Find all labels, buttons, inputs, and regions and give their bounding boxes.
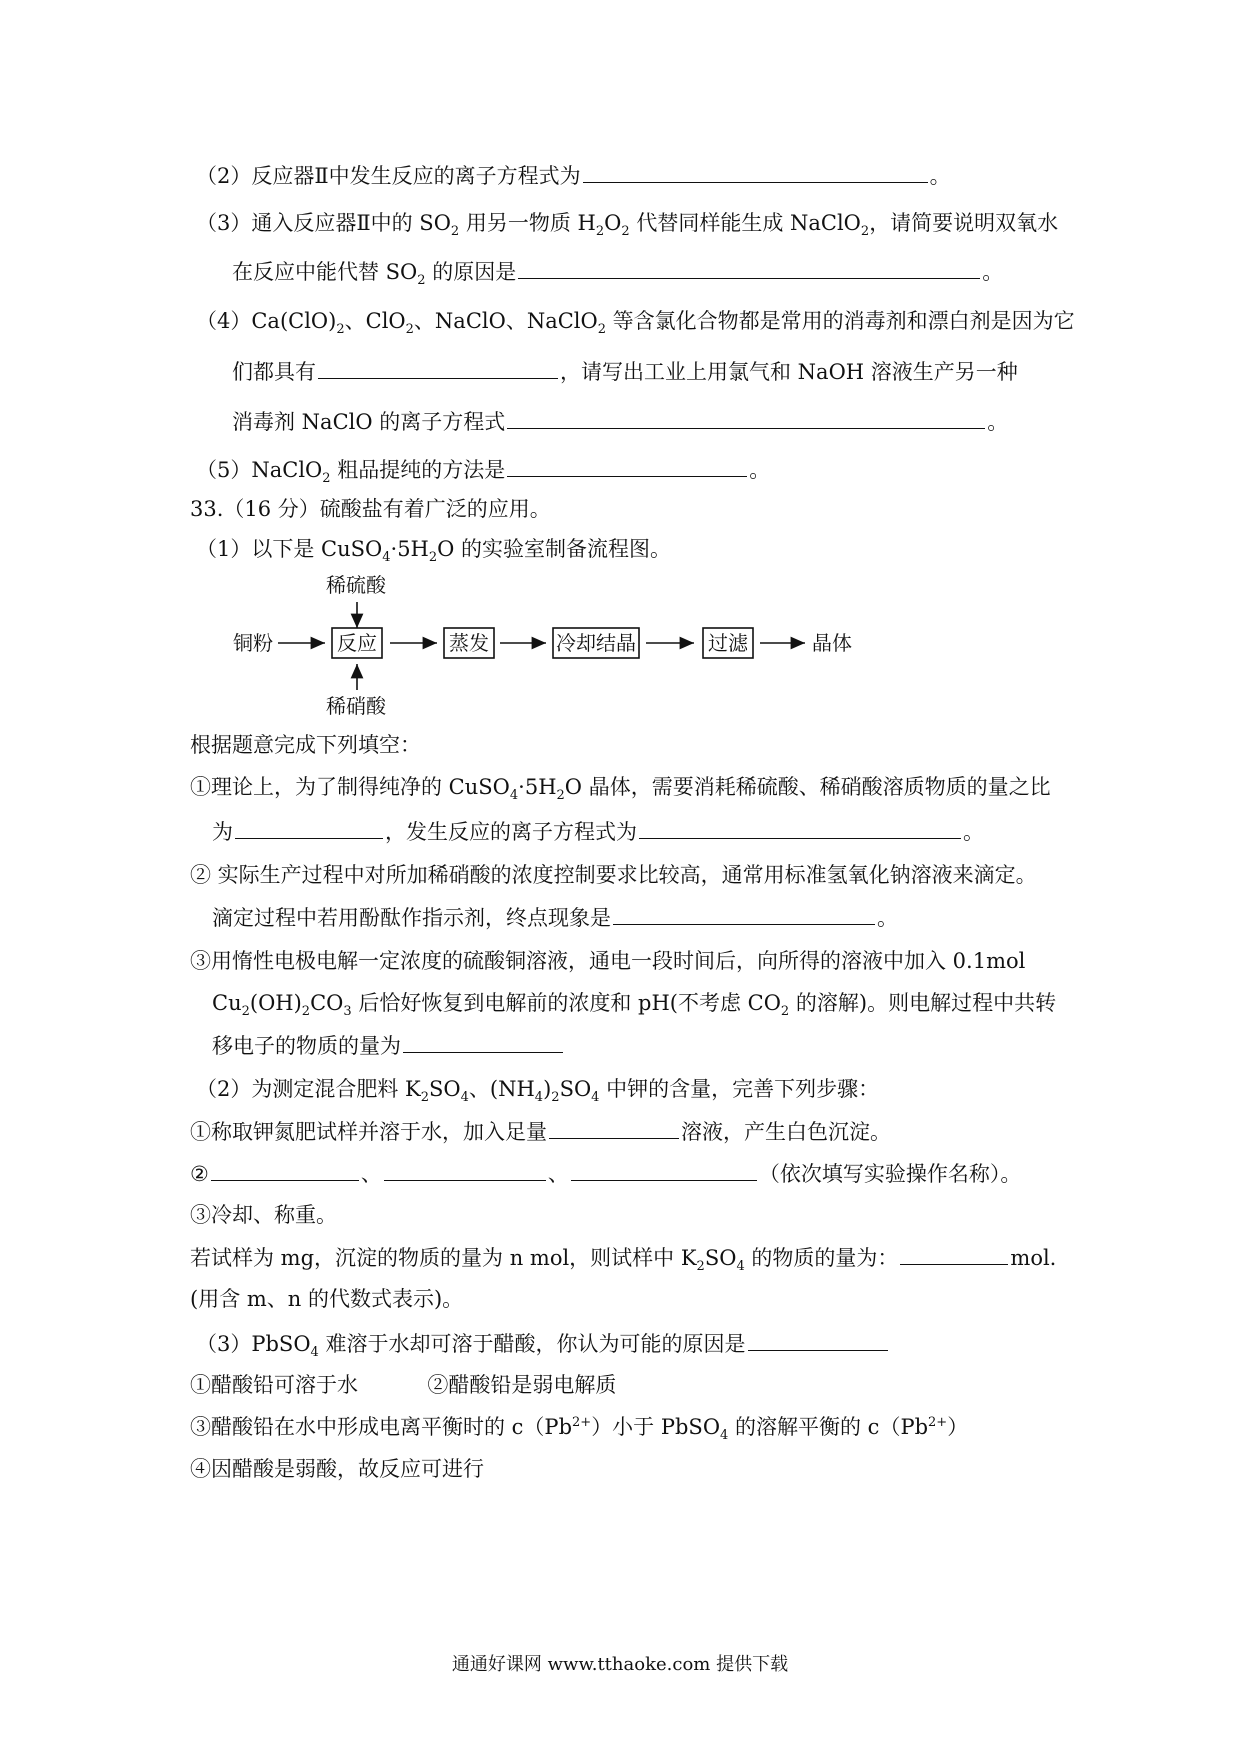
- q33-part1-text-a: （1）以下是 CuSO: [196, 537, 383, 561]
- q33-part2-step1-text-a: ①称取钾氮肥试样并溶于水，加入足量: [190, 1120, 547, 1144]
- q32-part5-end: 。: [749, 458, 771, 482]
- subscript: 2: [595, 224, 605, 240]
- q33-part1-text-c: O 的实验室制备流程图。: [437, 537, 672, 561]
- q33-s1-equation-blank[interactable]: [639, 816, 961, 839]
- q33-s3-line2: [212, 988, 1056, 1018]
- subscript: 4: [460, 1090, 469, 1106]
- q33-title-text: 33.（16 分）硫酸盐有着广泛的应用。: [190, 497, 551, 521]
- q32-part3-line1: [196, 208, 1058, 238]
- subscript: 2: [428, 550, 438, 566]
- q32-part4-line2-text-b: ，请写出工业上用氯气和 NaOH 溶液生产另一种: [560, 360, 1018, 384]
- q33-part2-amount-blank[interactable]: [900, 1242, 1008, 1265]
- q33-title: [190, 494, 551, 524]
- q33-s2-end: 。: [877, 906, 898, 930]
- subscript: 2: [551, 1090, 560, 1106]
- flow-end: 晶体: [812, 631, 852, 655]
- q33-part2-result-text-a: 若试样为 mg，沉淀的物质的量为 n mol，则试样中 K: [190, 1246, 697, 1270]
- q32-part3-line2-text-a: 在反应中能代替 SO: [232, 260, 418, 284]
- subscript: 2: [420, 1090, 430, 1106]
- q33-part3-option-3-text-c: 的溶解平衡的 c（Pb: [728, 1415, 929, 1439]
- q32-part3-text-b: 用另一物质 H: [459, 211, 596, 235]
- q33-s3-text: ③用惰性电极电解一定浓度的硫酸铜溶液，通电一段时间后，向所得的溶液中加入 0.1mol: [190, 949, 1026, 973]
- q33-part2-op-blank-2[interactable]: [384, 1158, 546, 1181]
- subscript: 2: [336, 322, 345, 338]
- q33-part2-step1-text-b: 溶液，产生白色沉淀。: [681, 1120, 891, 1144]
- q33-s3-line3-text: 移电子的物质的量为: [212, 1034, 401, 1058]
- separator: 、: [547, 1162, 569, 1186]
- q33-part2-result-line1: [190, 1242, 1056, 1273]
- q33-part1-line: [196, 534, 671, 564]
- q33-s3-line2-text-c: CO: [310, 991, 344, 1015]
- q32-part4-line3: [232, 406, 1008, 437]
- q33-part3-options-row1: [190, 1370, 616, 1400]
- footer-text: 通通好课网 www.tthaoke.com 提供下载: [451, 1654, 789, 1675]
- subscript: 2: [780, 1004, 790, 1020]
- q33-s1-line2-text-a: 为: [212, 820, 233, 844]
- q33-part3-option-4-text: ④因醋酸是弱酸，故反应可进行: [190, 1457, 484, 1481]
- subscript: 2: [860, 224, 870, 240]
- q33-part2-result-text-b: SO: [704, 1246, 737, 1270]
- q32-part4-line2-text-a: 们都具有: [232, 360, 316, 384]
- q32-part3-line2-text-b: 的原因是: [425, 260, 517, 284]
- q33-part3-line: [196, 1328, 890, 1359]
- q33-fill-intro-text: 根据题意完成下列填空：: [190, 733, 421, 757]
- q33-s2-line2: [212, 902, 898, 933]
- subscript: 2: [621, 224, 630, 240]
- subscript: 2: [450, 224, 460, 240]
- q33-s3-line2-text-a: Cu: [212, 991, 242, 1015]
- separator: 、: [360, 1162, 382, 1186]
- subscript: 4: [509, 788, 519, 804]
- q33-s3-line1: [190, 946, 1025, 976]
- superscript: 2+: [572, 1415, 592, 1430]
- flow-step-3: 冷却结晶: [556, 631, 636, 655]
- q33-s1-text-b: ·5H: [518, 775, 557, 799]
- q33-s2-line2-text: 滴定过程中若用酚酞作指示剂，终点现象是: [212, 906, 611, 930]
- q33-s3-electron-blank[interactable]: [403, 1030, 563, 1053]
- q33-part2-text-e: SO: [559, 1077, 592, 1101]
- subscript: 2: [696, 1259, 705, 1275]
- q33-s3-line2-text-d: 后恰好恢复到电解前的浓度和 pH(不考虑 CO: [351, 991, 781, 1015]
- flow-step-4: 过滤: [708, 631, 748, 655]
- q33-part2-text-a: （2）为测定混合肥料 K: [196, 1077, 421, 1101]
- q33-s2-endpoint-blank[interactable]: [613, 902, 875, 925]
- flow-bottom-reagent: 稀硝酸: [326, 694, 386, 718]
- q32-part3-end: 。: [982, 260, 1004, 284]
- q33-part2-reagent-blank[interactable]: [549, 1116, 679, 1139]
- q32-part2-text: （2）反应器Ⅱ中发生反应的离子方程式为: [196, 164, 581, 188]
- flow-step-1: 反应: [337, 631, 377, 655]
- q32-part5-line: [196, 454, 770, 485]
- q32-part4-text-b: 、ClO: [344, 309, 406, 333]
- q32-part5-text-a: （5）NaClO: [196, 458, 323, 482]
- q32-part4-answer-blank-1[interactable]: [318, 356, 558, 379]
- q33-part2-text-f: 中钾的含量，完善下列步骤：: [599, 1077, 880, 1101]
- q33-part3-option-4: [190, 1454, 484, 1484]
- q33-part3-text-b: 难溶于水却可溶于醋酸，你认为可能的原因是: [318, 1332, 746, 1356]
- q33-s3-line3: [212, 1030, 565, 1061]
- q33-part3-option-3-text-b: ）小于 PbSO: [591, 1415, 721, 1439]
- q33-part3-option-3-text-d: ）: [947, 1415, 969, 1439]
- q33-part2-step3: [190, 1200, 337, 1230]
- subscript: 2: [556, 788, 565, 804]
- q33-part2-step2-text: （依次填写实验操作名称）。: [758, 1162, 1022, 1186]
- q32-part4-line2: [232, 356, 1018, 387]
- q32-part4-line1: [196, 306, 1075, 336]
- q33-part2-op-blank-3[interactable]: [571, 1158, 757, 1181]
- q32-part4-end: 。: [987, 410, 1009, 434]
- q33-fill-intro: [190, 730, 421, 760]
- q33-part2-line1: [196, 1074, 879, 1104]
- q32-part3-text-c: 代替同样能生成 NaClO: [629, 211, 861, 235]
- subscript: 2: [241, 1004, 250, 1020]
- q32-part3-text-d: ，请简要说明双氧水: [869, 211, 1059, 235]
- q32-part3-text-a: （3）通入反应器Ⅱ中的 SO: [196, 211, 451, 235]
- q32-part2-answer-blank[interactable]: [583, 160, 928, 183]
- page-footer: [0, 1652, 1240, 1678]
- q32-part3-line2: [232, 256, 1003, 287]
- q33-s1-text-a: ①理论上，为了制得纯净的 CuSO: [190, 775, 510, 799]
- q33-s1-line1: [190, 772, 1051, 802]
- q33-part3-option-3-text-a: ③醋酸铅在水中形成电离平衡时的 c（Pb: [190, 1415, 573, 1439]
- q33-part2-unit: mol.: [1010, 1246, 1057, 1270]
- subscript: 2: [322, 471, 331, 487]
- subscript: 2: [417, 273, 426, 289]
- q33-part2-result-note: (用含 m、n 的代数式表示)。: [190, 1287, 464, 1311]
- flow-step-2: 蒸发: [449, 631, 489, 655]
- q33-part2-step3-text: ③冷却、称重。: [190, 1203, 337, 1227]
- subscript: 4: [591, 1090, 600, 1106]
- subscript: 4: [720, 1428, 729, 1444]
- subscript: 4: [534, 1090, 544, 1106]
- q33-s3-line2-text-b: (OH): [249, 991, 302, 1015]
- q33-part2-step2-mark: ②: [190, 1162, 209, 1186]
- q33-s3-line2-text-e: 的溶解)。则电解过程中共转: [789, 991, 1057, 1015]
- subscript: 4: [736, 1259, 745, 1275]
- q32-part4-text-c: 、NaClO、NaClO: [413, 309, 598, 333]
- q33-part1-text-b: ·5H: [390, 537, 429, 561]
- q32-part3-text-mid: O: [604, 211, 622, 235]
- q33-part3-text-a: （3）PbSO: [196, 1332, 311, 1356]
- q33-s1-line2-text-b: ，发生反应的离子方程式为: [385, 820, 637, 844]
- q33-part2-op-blank-1[interactable]: [211, 1158, 359, 1181]
- subscript: 2: [301, 1004, 311, 1020]
- subscript: 3: [343, 1004, 352, 1020]
- q32-part4-answer-blank-2[interactable]: [507, 406, 985, 429]
- cuso4-flow-diagram: [0, 570, 1240, 720]
- q33-s2-line1: [190, 860, 1037, 890]
- q33-part2-step1: [190, 1116, 891, 1147]
- q32-part5-text-b: 粗品提纯的方法是: [330, 458, 506, 482]
- q33-part3-option-2: ②醋酸铅是弱电解质: [427, 1373, 617, 1397]
- q33-s1-end: 。: [963, 820, 984, 844]
- subscript: 4: [382, 550, 391, 566]
- subscript: 2: [405, 322, 414, 338]
- q32-part2-end: 。: [929, 164, 951, 188]
- q33-part3-option-1: ①醋酸铅可溶于水: [190, 1373, 358, 1397]
- q33-part3-reason-blank[interactable]: [748, 1328, 888, 1351]
- q33-s2-text: ② 实际生产过程中对所加稀硝酸的浓度控制要求比较高，通常用标准氢氧化钠溶液来滴定。: [190, 863, 1037, 887]
- q32-part5-answer-blank[interactable]: [507, 454, 747, 477]
- q32-part3-answer-blank[interactable]: [518, 256, 980, 279]
- subscript: 2: [597, 322, 606, 338]
- q33-part2-result-line2: [190, 1284, 463, 1314]
- superscript: 2+: [928, 1415, 948, 1430]
- q33-s1-line2: [212, 816, 984, 847]
- flow-start: 铜粉: [233, 631, 273, 655]
- q33-s1-ratio-blank[interactable]: [235, 816, 383, 839]
- q33-part3-option-3: [190, 1412, 968, 1442]
- q32-part4-line3-text: 消毒剂 NaClO 的离子方程式: [232, 410, 506, 434]
- q32-part4-text-a: （4）Ca(ClO): [196, 309, 337, 333]
- q33-s1-text-c: O 晶体，需要消耗稀硫酸、稀硝酸溶质物质的量之比: [564, 775, 1051, 799]
- q32-part4-text-d: 等含氯化合物都是常用的消毒剂和漂白剂是因为它: [606, 309, 1075, 333]
- flow-top-reagent: 稀硫酸: [326, 573, 386, 597]
- q33-part2-text-c: 、(NH: [468, 1077, 535, 1101]
- q33-part2-text-b: SO: [429, 1077, 461, 1101]
- q32-part2-line: [196, 160, 951, 191]
- q33-part2-result-text-c: 的物质的量为：: [744, 1246, 899, 1270]
- q33-part2-text-d: ): [543, 1077, 552, 1101]
- subscript: 4: [310, 1345, 319, 1361]
- q33-part2-step2: [190, 1158, 1021, 1189]
